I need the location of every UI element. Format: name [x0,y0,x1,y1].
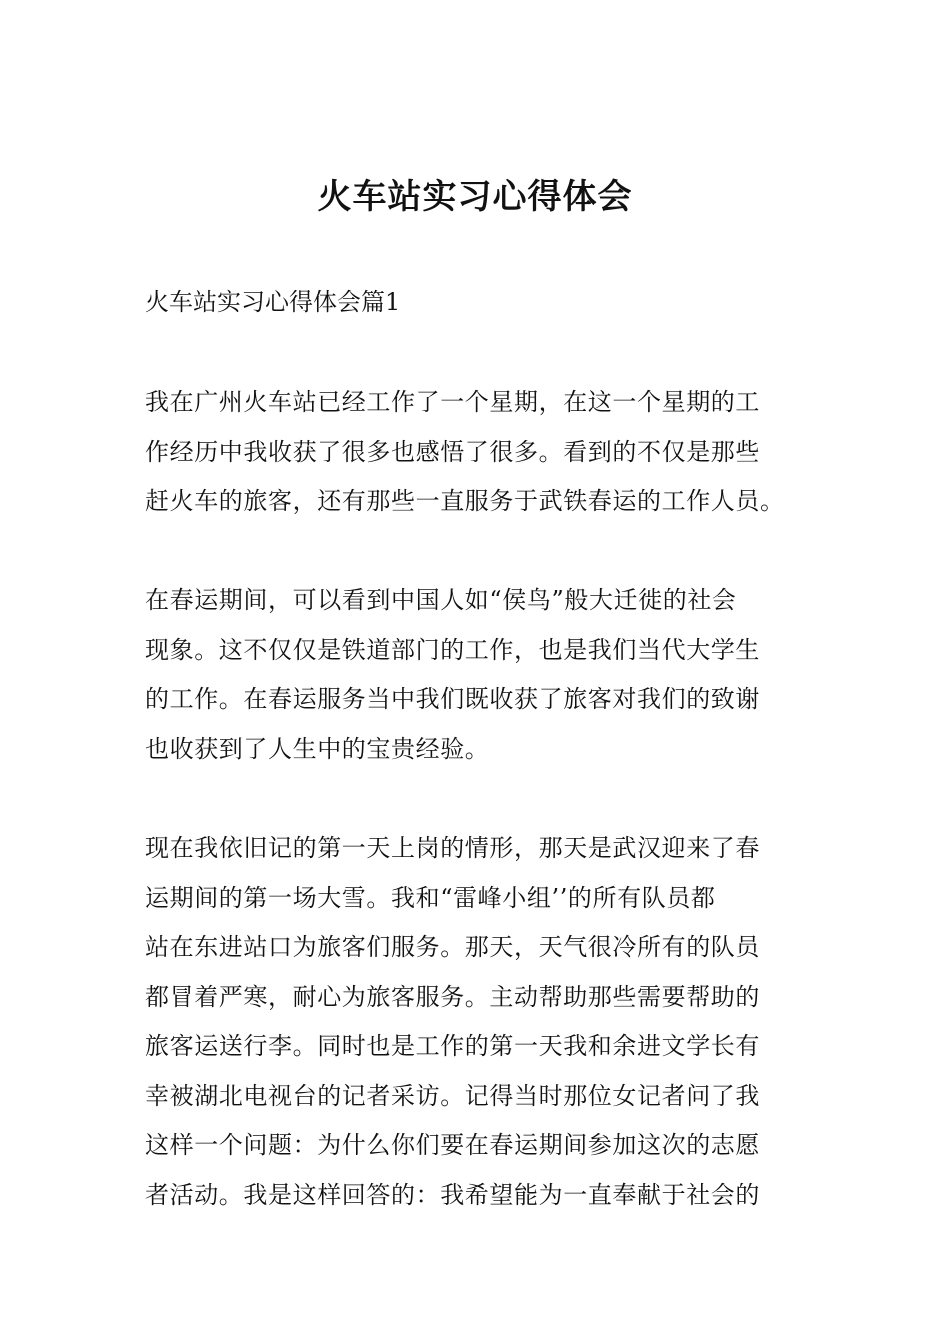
paragraph-line: 幸被湖北电视台的记者采访。记得当时那位女记者问了我 [145,1081,760,1110]
paragraph-3 [145,824,810,1220]
paragraph-line: 运期间的第一场大雪。我和“雷峰小组’’的所有队员都 [145,883,716,912]
section-heading: 火车站实习心得体会篇1 [145,288,401,316]
paragraph-line: 旅客运送行李。同时也是工作的第一天我和余进文学长有 [145,1032,760,1060]
paragraph-line: 现象。这不仅仅是铁道部门的工作，也是我们当代大学生 [145,635,760,664]
paragraph-line: 的工作。在春运服务当中我们既收获了旅客对我们的致谢 [145,685,760,713]
paragraph-2 [145,576,810,774]
paragraph-line: 我在广州火车站已经工作了一个星期，在这一个星期的工 [145,388,760,416]
paragraph-line: 站在东进站口为旅客们服务。那天，天气很冷所有的队员 [145,933,760,961]
paragraph-line: 这样一个问题：为什么你们要在春运期间参加这次的志愿 [145,1131,760,1159]
paragraph-line: 都冒着严寒，耐心为旅客服务。主动帮助那些需要帮助的 [145,982,760,1011]
paragraph-line: 现在我依旧记的第一天上岗的情形，那天是武汉迎来了春 [145,834,760,862]
paragraph-1 [145,378,810,527]
paragraph-line: 作经历中我收获了很多也感悟了很多。看到的不仅是那些 [145,437,760,466]
paragraph-line: 也收获到了人生中的宝贵经验。 [145,734,490,763]
paragraph-line: 在春运期间，可以看到中国人如“侯鸟”般大迁徙的社会 [145,586,737,614]
paragraph-line: 赶火车的旅客，还有那些一直服务于武铁春运的工作人员。 [145,487,785,515]
paragraph-line: 者活动。我是这样回答的：我希望能为一直奉献于社会的 [145,1180,760,1209]
document-title: 火车站实习心得体会 [317,177,633,217]
